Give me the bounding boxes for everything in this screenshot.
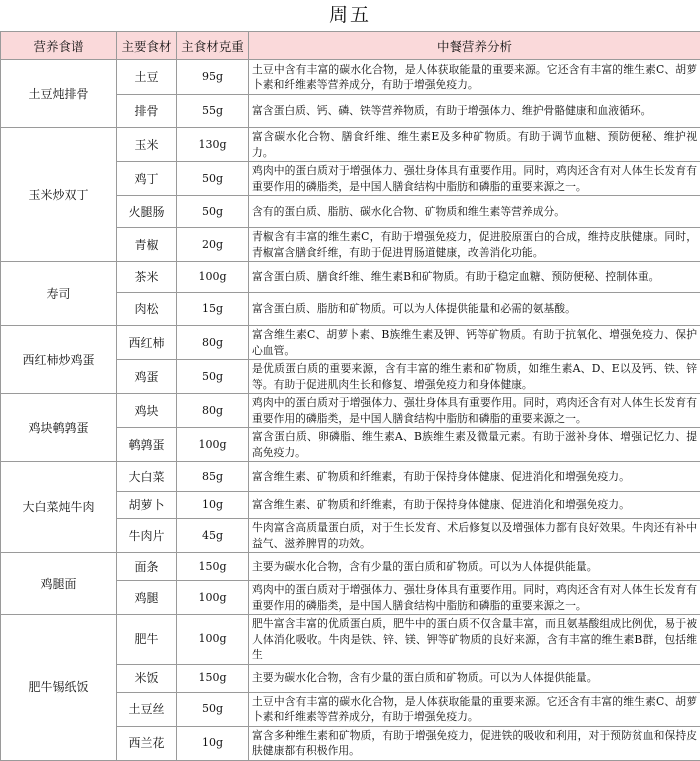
ingredient-name: 肥牛 xyxy=(117,615,177,665)
ingredient-weight: 130g xyxy=(177,128,249,162)
ingredient-weight: 100g xyxy=(177,615,249,665)
table-row xyxy=(1,394,700,428)
ingredient-name: 鸡丁 xyxy=(117,162,177,196)
ingredient-name: 排骨 xyxy=(117,95,177,128)
ingredient-weight: 100g xyxy=(177,428,249,462)
header-weight: 主食材克重 xyxy=(177,32,249,60)
ingredient-weight: 55g xyxy=(177,95,249,128)
table-row xyxy=(1,553,700,581)
ingredient-weight: 150g xyxy=(177,664,249,692)
table-row xyxy=(1,326,700,360)
ingredient-weight: 50g xyxy=(177,360,249,394)
ingredient-weight: 80g xyxy=(177,326,249,360)
ingredient-name: 肉松 xyxy=(117,293,177,326)
dish-name: 鸡块鹌鹑蛋 xyxy=(1,394,117,462)
ingredient-name: 茶米 xyxy=(117,262,177,293)
ingredient-name: 胡萝卜 xyxy=(117,492,177,519)
dish-name: 肥牛锡纸饭 xyxy=(1,615,117,761)
nutrition-analysis: 富含蛋白质、膳食纤维、维生素B和矿物质。有助于稳定血糖、预防便秘、控制体重。 xyxy=(249,262,700,293)
nutrition-analysis: 鸡肉中的蛋白质对于增强体力、强壮身体具有重要作用。同时，鸡肉还含有对人体生长发育有重要作用的磷脂类，是中国人膳食结构中脂肪和磷脂的重要来源之一。 xyxy=(249,581,700,615)
page-title: 周五 xyxy=(0,0,700,31)
ingredient-name: 鸡蛋 xyxy=(117,360,177,394)
ingredient-weight: 150g xyxy=(177,553,249,581)
nutrition-analysis: 富含蛋白质、钙、磷、铁等营养物质，有助于增强体力、维护骨骼健康和血液循环。 xyxy=(249,95,700,128)
table-row xyxy=(1,462,700,492)
nutrition-analysis: 土豆中含有丰富的碳水化合物，是人体获取能量的重要来源。它还含有丰富的维生素C、胡萝卜素和纤维素等营养成分，有助于增强免疫力。 xyxy=(249,692,700,726)
ingredient-weight: 50g xyxy=(177,196,249,228)
ingredient-name: 大白菜 xyxy=(117,462,177,492)
ingredient-weight: 50g xyxy=(177,162,249,196)
nutrition-analysis: 是优质蛋白质的重要来源，含有丰富的维生素和矿物质，如维生素A、D、E以及钙、铁、锌等。有助于促进肌肉生长和修复、增强免疫力和身体健康。 xyxy=(249,360,700,394)
ingredient-name: 玉米 xyxy=(117,128,177,162)
nutrition-analysis: 富含维生素、矿物质和纤维素，有助于保持身体健康、促进消化和增强免疫力。 xyxy=(249,462,700,492)
dish-name: 寿司 xyxy=(1,262,117,326)
nutrition-analysis: 富含蛋白质、卵磷脂、维生素A、B族维生素及微量元素。有助于滋补身体、增强记忆力、提高免疫力。 xyxy=(249,428,700,462)
header-recipe: 营养食谱 xyxy=(1,32,117,60)
dish-name: 土豆炖排骨 xyxy=(1,60,117,128)
nutrition-analysis: 土豆中含有丰富的碳水化合物，是人体获取能量的重要来源。它还含有丰富的维生素C、胡萝卜素和纤维素等营养成分，有助于增强免疫力。 xyxy=(249,60,700,95)
ingredient-name: 面条 xyxy=(117,553,177,581)
nutrition-analysis: 牛肉富含高质量蛋白质，对于生长发育、术后修复以及增强体力都有良好效果。牛肉还有补中益气、滋养脾胃的功效。 xyxy=(249,519,700,553)
nutrition-analysis: 主要为碳水化合物，含有少量的蛋白质和矿物质。可以为人体提供能量。 xyxy=(249,553,700,581)
table-row xyxy=(1,262,700,293)
table-header-row xyxy=(1,32,700,60)
nutrition-analysis: 鸡肉中的蛋白质对于增强体力、强壮身体具有重要作用。同时，鸡肉还含有对人体生长发育有重要作用的磷脂类，是中国人膳食结构中脂肪和磷脂的重要来源之一。 xyxy=(249,394,700,428)
nutrition-analysis: 富含维生素、矿物质和纤维素，有助于保持身体健康、促进消化和增强免疫力。 xyxy=(249,492,700,519)
nutrition-analysis: 富含多种维生素和矿物质，有助于增强免疫力，促进铁的吸收和利用，对于预防贫血和保持皮肤健康都有积极作用。 xyxy=(249,726,700,760)
nutrition-analysis: 肥牛富含丰富的优质蛋白质，肥牛中的蛋白质不仅含量丰富，而且氨基酸组成比例优，易于被人体消化吸收。牛肉是铁、锌、镁、钾等矿物质的良好来源，含有丰富的维生素B群，包括维生 xyxy=(249,615,700,665)
nutrition-analysis: 青椒含有丰富的维生素C，有助于增强免疫力，促进胶原蛋白的合成，维持皮肤健康。同时，青椒富含膳食纤维，有助于促进胃肠道健康，改善消化功能。 xyxy=(249,228,700,262)
ingredient-weight: 95g xyxy=(177,60,249,95)
ingredient-name: 牛肉片 xyxy=(117,519,177,553)
ingredient-name: 鸡腿 xyxy=(117,581,177,615)
nutrition-analysis: 含有的蛋白质、脂肪、碳水化合物、矿物质和维生素等营养成分。 xyxy=(249,196,700,228)
ingredient-weight: 100g xyxy=(177,262,249,293)
ingredient-weight: 100g xyxy=(177,581,249,615)
ingredient-weight: 50g xyxy=(177,692,249,726)
ingredient-weight: 85g xyxy=(177,462,249,492)
table-row xyxy=(1,615,700,665)
nutrition-analysis: 富含碳水化合物、膳食纤维、维生素E及多种矿物质。有助于调节血糖、预防便秘、维护视力。 xyxy=(249,128,700,162)
nutrition-analysis: 富含维生素C、胡萝卜素、B族维生素及钾、钙等矿物质。有助于抗氧化、增强免疫力、保护心血管。 xyxy=(249,326,700,360)
ingredient-weight: 10g xyxy=(177,492,249,519)
table-row xyxy=(1,128,700,162)
ingredient-name: 火腿肠 xyxy=(117,196,177,228)
ingredient-name: 西红柿 xyxy=(117,326,177,360)
nutrition-analysis: 富含蛋白质、脂肪和矿物质。可以为人体提供能量和必需的氨基酸。 xyxy=(249,293,700,326)
header-ingredient: 主要食材 xyxy=(117,32,177,60)
ingredient-name: 鸡块 xyxy=(117,394,177,428)
dish-name: 鸡腿面 xyxy=(1,553,117,615)
ingredient-name: 土豆丝 xyxy=(117,692,177,726)
nutrition-table xyxy=(0,31,700,761)
ingredient-name: 青椒 xyxy=(117,228,177,262)
ingredient-name: 鹌鹑蛋 xyxy=(117,428,177,462)
nutrition-analysis: 鸡肉中的蛋白质对于增强体力、强壮身体具有重要作用。同时，鸡肉还含有对人体生长发育有重要作用的磷脂类，是中国人膳食结构中脂肪和磷脂的重要来源之一。 xyxy=(249,162,700,196)
ingredient-weight: 20g xyxy=(177,228,249,262)
ingredient-name: 土豆 xyxy=(117,60,177,95)
dish-name: 玉米炒双丁 xyxy=(1,128,117,262)
ingredient-name: 米饭 xyxy=(117,664,177,692)
header-analysis: 中餐营养分析 xyxy=(249,32,700,60)
ingredient-name: 西兰花 xyxy=(117,726,177,760)
ingredient-weight: 15g xyxy=(177,293,249,326)
ingredient-weight: 10g xyxy=(177,726,249,760)
nutrition-analysis: 主要为碳水化合物，含有少量的蛋白质和矿物质。可以为人体提供能量。 xyxy=(249,664,700,692)
table-row xyxy=(1,60,700,95)
ingredient-weight: 45g xyxy=(177,519,249,553)
dish-name: 大白菜炖牛肉 xyxy=(1,462,117,553)
dish-name: 西红柿炒鸡蛋 xyxy=(1,326,117,394)
ingredient-weight: 80g xyxy=(177,394,249,428)
